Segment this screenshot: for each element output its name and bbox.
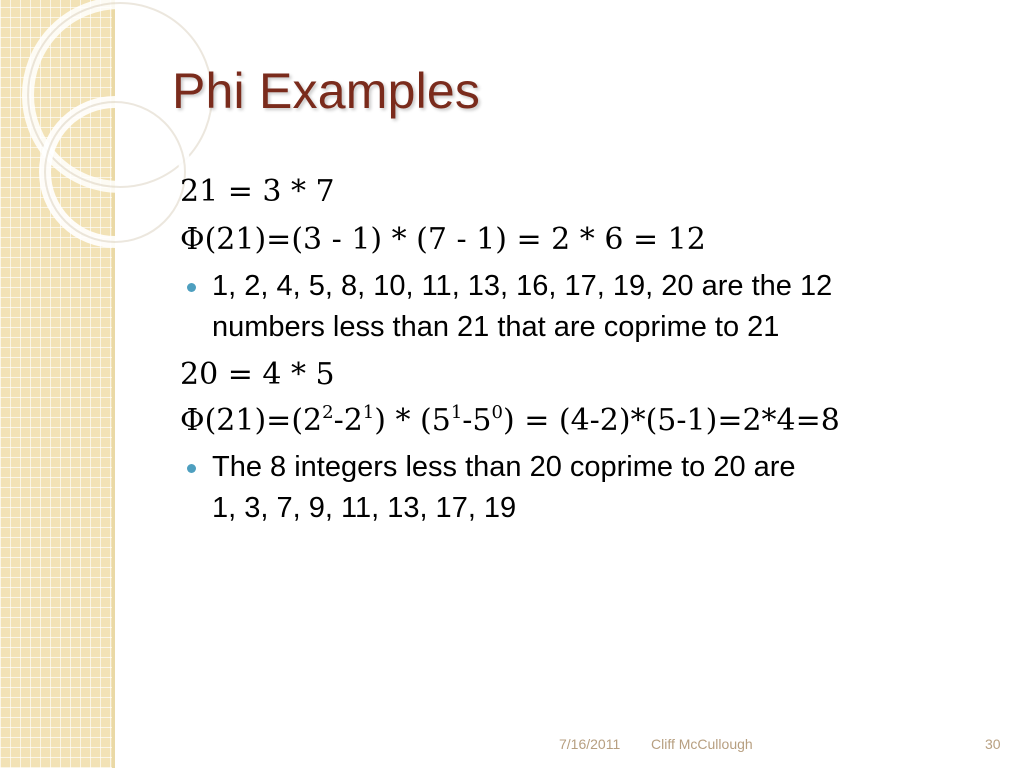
bullet-text-line: 1, 3, 7, 9, 11, 13, 17, 19 [212, 491, 517, 524]
footer-date: 7/16/2011 [559, 736, 621, 752]
math-line-phi-20: $\Phi(21)=(2^2-2^1) * (5^1-5^0) = (4-2)*(5-1)=2*4=8$ [180, 402, 840, 439]
bullet-dot-icon [187, 283, 196, 292]
math-line-phi-21: Φ(21)=(3 - 1) * (7 - 1) = 2 * 6 = 12 [180, 222, 706, 257]
bullet-coprime-20 [180, 447, 980, 528]
slide-content [180, 174, 980, 528]
bullet-coprime-21 [180, 266, 980, 347]
footer-page-number: 30 [985, 736, 1001, 752]
footer-author: Cliff McCullough [651, 736, 753, 752]
slide-title: Phi Examples [172, 63, 481, 119]
bullet-text-line: 1, 2, 4, 5, 8, 10, 11, 13, 16, 17, 19, 20 are the 12 [212, 270, 833, 302]
bullet-dot-icon [187, 464, 196, 473]
math-line-20-factorization: 20 = 4 * 5 [180, 357, 335, 393]
bullet-text-line: The 8 integers less than 20 coprime to 20 are [212, 451, 796, 484]
math-line-21-factorization: 21 = 3 * 7 [180, 174, 335, 209]
bullet-text-line: numbers less than 21 that are coprime to 21 [212, 310, 780, 343]
